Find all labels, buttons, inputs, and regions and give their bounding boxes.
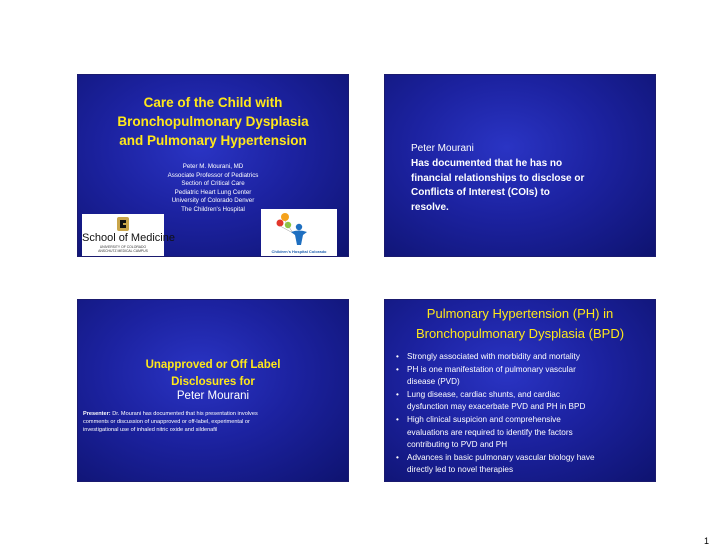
bullet-line: evaluations are required to identify the factors: [407, 427, 573, 437]
childrens-hospital-figure-icon: [261, 209, 337, 249]
bullet-line: Advances in basic pulmonary vascular biology have: [407, 452, 595, 462]
logo-subtitle: [82, 245, 164, 253]
logo-subtitle-line: ANSCHUTZ MEDICAL CAMPUS: [98, 249, 148, 253]
logo-subtitle-line: UNIVERSITY OF COLORADO: [99, 245, 147, 249]
list-item: [395, 414, 651, 450]
bullet-icon: •: [396, 352, 399, 361]
list-item: [395, 452, 651, 476]
author-line: Pediatric Heart Lung Center: [174, 188, 252, 196]
presenter-name: Peter Mourani: [411, 143, 474, 154]
bullet-icon: •: [396, 452, 399, 462]
slide-1-title: [78, 93, 348, 150]
page-number: 1: [704, 536, 710, 546]
slide-4-title: [385, 304, 655, 344]
slide-1: [77, 74, 349, 257]
title-line: Disclosures for: [171, 376, 255, 388]
author-line: Section of Critical Care: [181, 180, 245, 188]
presenter-name: Peter Mourani: [176, 390, 250, 402]
bullet-line: High clinical suspicion and comprehensive: [407, 415, 561, 425]
list-item: [395, 351, 651, 363]
list-item: [395, 389, 651, 413]
school-of-medicine-logo: [82, 214, 175, 257]
presenter-disclosure: [83, 410, 345, 434]
logo-title: School of Medicine: [82, 232, 175, 244]
disclosure-line: Conflicts of Interest (COIs) to: [411, 187, 550, 198]
title-line: Pulmonary Hypertension (PH) in: [426, 306, 614, 321]
presenter-line: Dr. Mourani has documented that his presentation involves: [112, 411, 258, 417]
list-item: [395, 364, 651, 388]
slide-3: [77, 299, 349, 482]
slide-3-title: [78, 357, 348, 391]
author-line: Peter M. Mourani, MD: [182, 163, 244, 170]
bullet-line: Strongly associated with morbidity and mortality: [407, 352, 580, 361]
presenter-line: investigational use of inhaled nitric oxide and sildenafil: [83, 427, 218, 433]
bullet-line: PH is one manifestation of pulmonary vascular: [407, 365, 576, 375]
bullet-list: [395, 351, 651, 477]
bullet-line: Lung disease, cardiac shunts, and cardiac: [407, 390, 560, 400]
presenter-label: Presenter:: [83, 411, 111, 417]
bullet-line: dysfunction may exacerbate PVD and PH in BPD: [407, 402, 586, 412]
disclosure-line: financial relationships to disclose or: [411, 172, 585, 184]
bullet-line: contributing to PVD and PH: [407, 439, 508, 449]
title-line: Bronchopulmonary Dysplasia (BPD): [415, 326, 625, 341]
bullet-icon: •: [396, 390, 399, 400]
author-block: [118, 163, 308, 215]
title-line: and Pulmonary Hypertension: [119, 133, 307, 148]
author-line: University of Colorado Denver: [171, 197, 255, 205]
bullet-line: directly led to novel therapies: [407, 464, 514, 474]
bullet-icon: •: [396, 365, 399, 375]
title-line: Bronchopulmonary Dysplasia: [117, 114, 309, 129]
bullet-line: disease (PVD): [407, 377, 460, 387]
disclosure-line: Has documented that he has no: [411, 158, 563, 169]
title-line: Care of the Child with: [143, 95, 283, 110]
presenter-line: comments or discussion of unapproved or off-label, experimental or: [83, 419, 250, 425]
author-line: Associate Professor of Pediatrics: [167, 171, 259, 179]
disclosure-line: resolve.: [411, 201, 449, 213]
cu-logo-icon: [116, 216, 130, 232]
logo-title: Children's Hospital Colorado: [271, 249, 327, 254]
author-line: The Children's Hospital: [181, 205, 245, 213]
title-line: Unapproved or Off Label: [145, 359, 281, 371]
disclosure-statement: [411, 157, 641, 215]
slide-4: [384, 299, 656, 482]
slide-2: [384, 74, 656, 257]
bullet-icon: •: [396, 415, 399, 425]
childrens-hospital-logo: [261, 209, 337, 257]
